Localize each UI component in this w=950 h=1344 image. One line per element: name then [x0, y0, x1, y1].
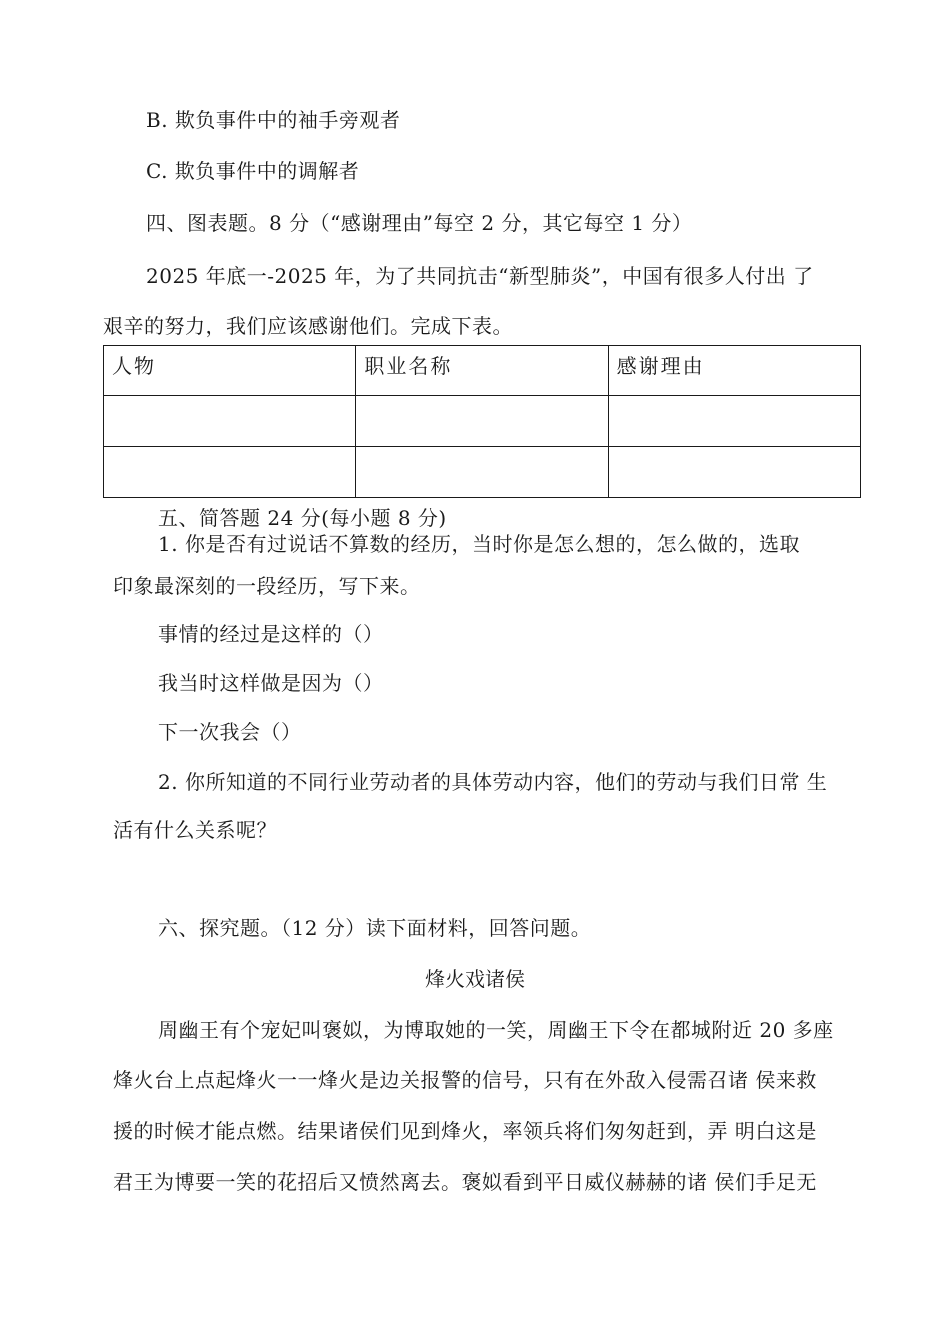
q1-line2: 印象最深刻的一段经历，写下来。	[113, 574, 421, 598]
table-cell-reason[interactable]	[608, 447, 860, 498]
story-title: 烽火戏诸侯	[425, 967, 525, 991]
story-line4: 君王为博要一笑的花招后又愤然离去。褒姒看到平日威仪赫赫的诸 侯们手足无	[113, 1170, 817, 1194]
section4-intro-line1: 2025 年底一-2025 年，为了共同抗击“新型肺炎”，中国有很多人付出 了	[146, 264, 814, 288]
section4-heading: 四、图表题。8 分（“感谢理由”每空 2 分，其它每空 1 分）	[146, 211, 693, 235]
q1-blank1: 事情的经过是这样的（）	[158, 622, 384, 646]
table-cell-person[interactable]	[104, 447, 356, 498]
q1-blank3: 下一次我会（）	[158, 720, 302, 744]
table-header-person: 人物	[104, 346, 356, 396]
table-cell-reason[interactable]	[608, 396, 860, 447]
table-cell-person[interactable]	[104, 396, 356, 447]
q1-line1: 1. 你是否有过说话不算数的经历，当时你是怎么想的，怎么做的，选取	[158, 532, 800, 556]
story-line3: 援的时候才能点燃。结果诸侯们见到烽火，率领兵将们匆匆赶到，弄 明白这是	[113, 1119, 817, 1143]
q2-line1: 2. 你所知道的不同行业劳动者的具体劳动内容，他们的劳动与我们日常 生	[158, 770, 828, 794]
story-line2: 烽火台上点起烽火一一烽火是边关报警的信号，只有在外敌入侵需召诸 侯来救	[113, 1068, 817, 1092]
table-cell-occupation[interactable]	[356, 396, 608, 447]
table-header-reason: 感谢理由	[608, 346, 860, 396]
table-row	[104, 447, 861, 498]
q1-blank2: 我当时这样做是因为（）	[158, 671, 384, 695]
option-b: B. 欺负事件中的袖手旁观者	[146, 108, 401, 132]
table-cell-occupation[interactable]	[356, 447, 608, 498]
table-row	[104, 396, 861, 447]
table-header-occupation: 职业名称	[356, 346, 608, 396]
section5-heading: 五、简答题 24 分(每小题 8 分)	[158, 506, 447, 530]
section6-heading: 六、探究题。（12 分）读下面材料，回答问题。	[158, 916, 592, 940]
story-line1: 周幽王有个宠妃叫褒姒，为博取她的一笑，周幽王下令在都城附近 20 多座	[158, 1018, 834, 1042]
option-c: C. 欺负事件中的调解者	[146, 159, 360, 183]
table-header-row	[104, 346, 861, 396]
thanks-table	[103, 345, 861, 498]
q2-line2: 活有什么关系呢？	[113, 818, 277, 842]
section4-intro-line2: 艰辛的努力，我们应该感谢他们。完成下表。	[103, 314, 513, 338]
